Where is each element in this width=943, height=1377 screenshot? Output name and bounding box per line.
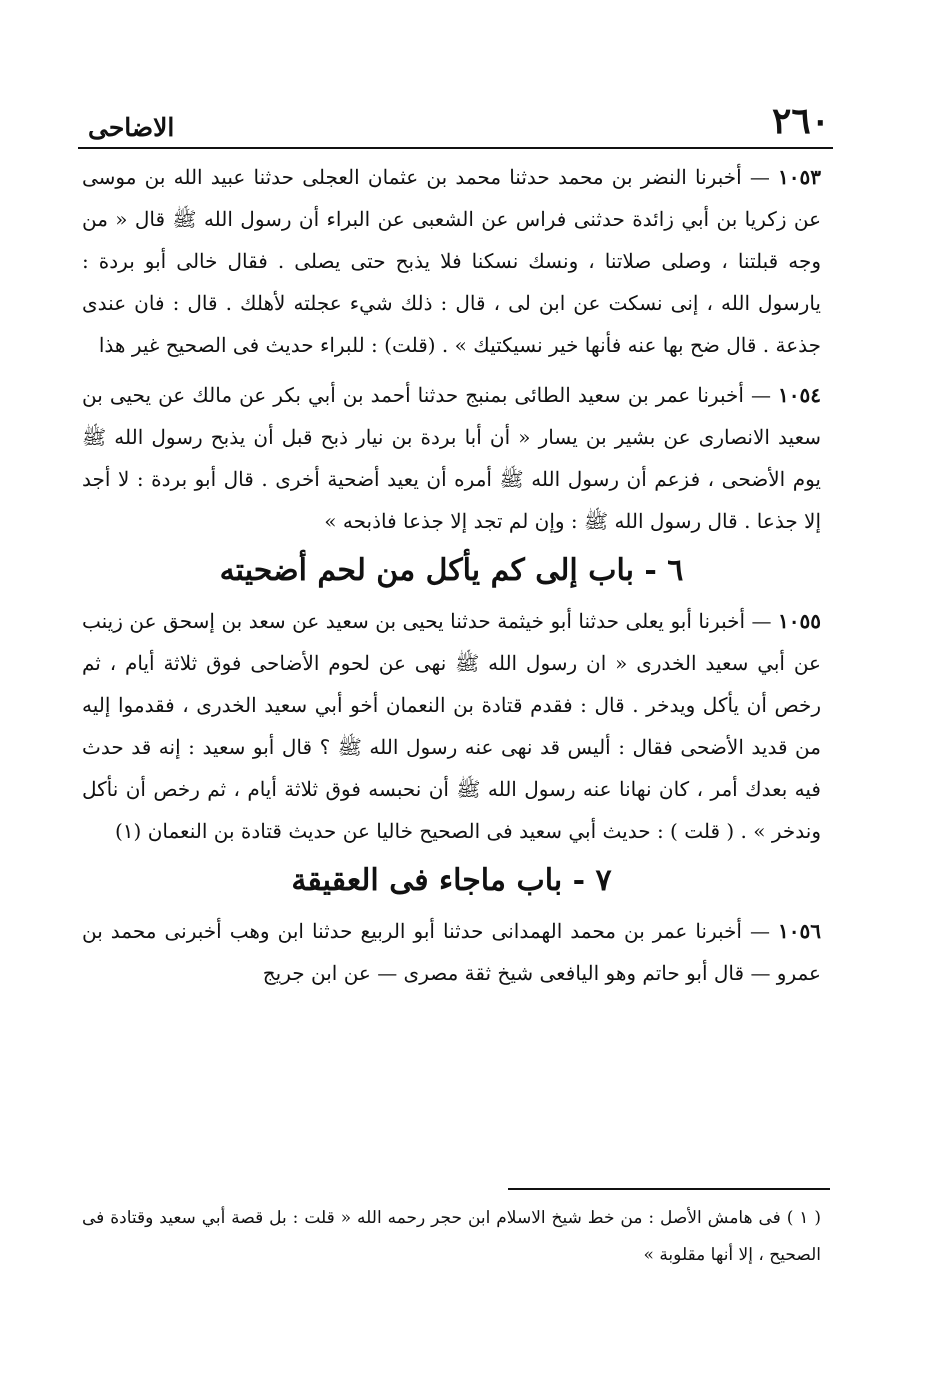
- hadith-text: — أخبرنا عمر بن محمد الهمدانى حدثنا أبو الربيع حدثنا ابن وهب أخبرنى محمد بن عمرو — قال أبو حاتم وهو اليافعى شيخ ثقة مصرى — عن ابن جريج: [82, 919, 821, 985]
- hadith-text: — أخبرنا عمر بن سعيد الطائى بمنبج حدثنا أحمد بن أبي بكر عن مالك عن يحيى بن سعيد الانصارى عن بشير بن يسار « أن أبا بردة بن نيار ذبح قبل أن يذبح رسول الله ﷺ يوم الأضحى ، فزعم أن رسول الله ﷺ أمره أن يعيد أضحية أخرى . قال أبو بردة : لا أجد إلا جذعا . قال رسول الله ﷺ : وإن لم تجد إلا جذعا فاذبحه »: [82, 383, 821, 533]
- hadith-1055: [82, 600, 821, 852]
- hadith-number: ١٠٥٤: [778, 383, 821, 407]
- hadith-1056: [82, 910, 821, 994]
- running-title: الاضاحى: [88, 113, 175, 142]
- hadith-1054: [82, 374, 821, 542]
- header-rule: [78, 147, 833, 149]
- hadith-text: — أخبرنا النضر بن محمد حدثنا محمد بن عثمان العجلى حدثنا عبيد الله بن موسى عن زكريا بن أبي زائدة حدثنى فراس عن الشعبى عن البراء أن رسول الله ﷺ قال « من وجه قبلتنا ، وصلى صلاتنا ، ونسك نسكنا فلا يذبح حتى يصلى . فقال خالى أبو بردة : يارسول الله ، إنى نسكت عن ابن لى ، قال : ذلك شيء عجلته لأهلك . قال : فان عندى جذعة . قال ضح بها عنه فأنها خير نسيكتيك » . (قلت) : للبراء حديث فى الصحيح غير هذا: [82, 165, 822, 357]
- hadith-1053: [82, 156, 821, 366]
- page-header: [88, 92, 830, 142]
- main-text: [82, 156, 821, 994]
- hadith-number: ١٠٥٦: [778, 919, 822, 943]
- footnote-rule: [508, 1188, 830, 1190]
- hadith-number: ١٠٥٥: [778, 609, 822, 633]
- page-number: ٢٦٠: [771, 100, 830, 142]
- chapter-heading-6: ٦ - باب إلى كم يأكل من لحم أضحيته: [219, 553, 684, 588]
- chapter-heading-7: ٧ - باب ماجاء فى العقيقة: [291, 863, 612, 898]
- hadith-number: ١٠٥٣: [778, 165, 822, 189]
- hadith-text: — أخبرنا أبو يعلى حدثنا أبو خيثمة حدثنا يحيى بن سعيد عن سعد بن إسحق عن زينب عن أبي سعيد الخدرى « ان رسول الله ﷺ نهى عن لحوم الأضاحى فوق ثلاثة أيام ، ثم رخص أن يأكل ويدخر . قال : فقدم قتادة بن النعمان أخو أبي سعيد الخدرى ، فقدموا إليه من قديد الأضحى فقال : أليس قد نهى عنه رسول الله ﷺ ؟ قال أبو سعيد : إنه قد حدث فيه بعدك أمر ، كان نهانا عنه رسول الله ﷺ أن نحبسه فوق ثلاثة أيام ، ثم رخص أن نأكل وندخر » . ( قلت ) : حديث أبي سعيد فى الصحيح خاليا عن حديث قتادة بن النعمان (١): [82, 609, 821, 843]
- footnote: ( ١ ) فى هامش الأصل : من خط شيخ الاسلام ابن حجر رحمه الله « قلت : بل قصة أبي سعيد وقتادة فى الصحيح ، إلا أنها مقلوبة »: [82, 1208, 821, 1265]
